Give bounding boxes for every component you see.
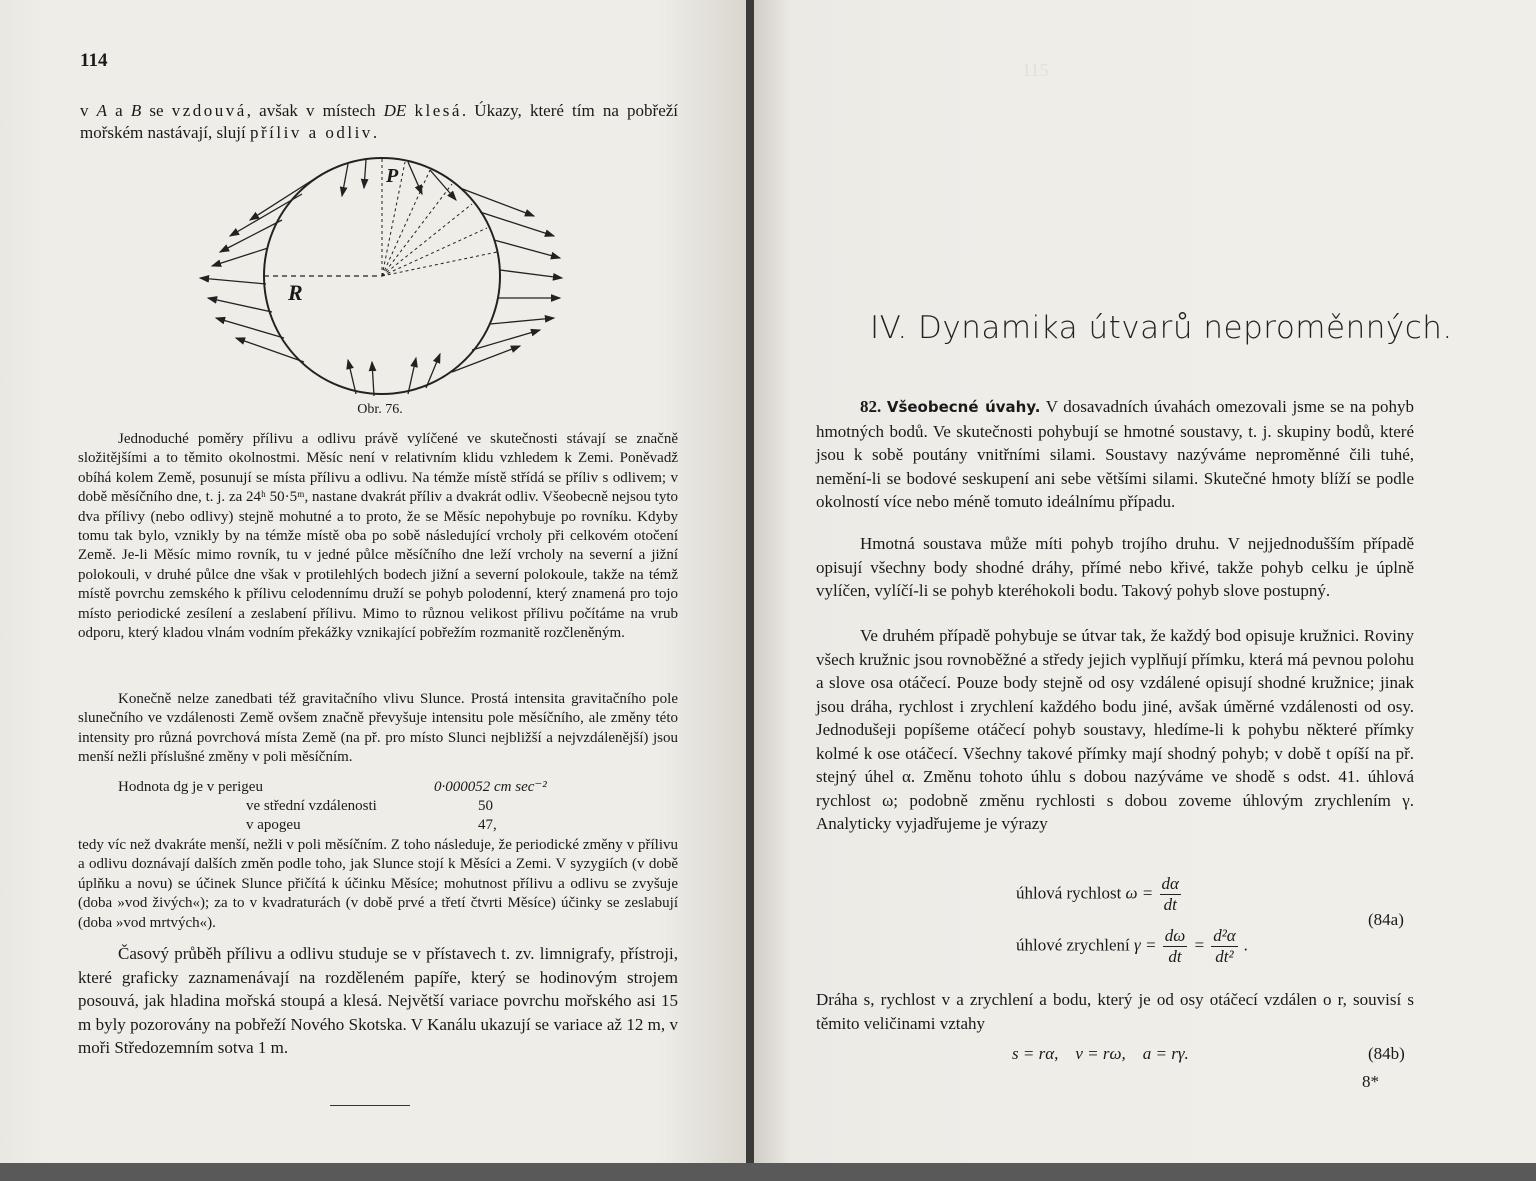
chapter-title: IV. Dynamika útvarů neproměnných. bbox=[870, 310, 1453, 346]
equation-label-84b: (84b) bbox=[1368, 1044, 1405, 1063]
dashed-radii bbox=[382, 158, 497, 276]
scan-bottom-edge bbox=[0, 1163, 1536, 1181]
table-row3-value: 47, bbox=[478, 817, 497, 833]
radius-r-label: R bbox=[288, 280, 303, 305]
signature-mark: 8* bbox=[1362, 1072, 1379, 1091]
point-p-label: P bbox=[386, 165, 399, 187]
left-paragraph-1: Jednoduché poměry přílivu a odlivu právě vylíčené ve skutečnosti stávají se značně složitějšími a to těmito okolnostmi. Měsíc není v relativním klidu vzhledem k Zemi. Poněvadž obíhá kolem Země, posunují se místa přílivu a odlivu. Na témže místě střídá se příliv s odlivem; v době měsíčního dne, t. j. za 24ʰ 50·5ᵐ, nastane dvakrát příliv a dvakrát odliv. Všeobecně nejsou tyto dva přílivy (nebo odlivy) stejně mohutné a to proto, že se Měsíc nepohybuje po rovníku. Kdyby tomu tak bylo, vznikly by na témže místě oba po sobě následující vrcholy při celkovém otočení Země. Je-li Měsíc mimo rovník, tu v jedné půlce měsíčního dne leží vrcholy na severní a jižní polokouli, v druhé půlce dne však v protilehlých bodech jižní a severní polokoule, takže na témž místě povrchu zemského k přílivu celodennímu druží se pohyb polodenní, který znamená pro tojo místo periodické zesílení a zeslabení přílivu. Mimo to různou velikost přílivu počítáme na vrub odporu, který kladou vlnám vodním překážky vznikající pobřežím rozmanitě rozčleněným. bbox=[78, 431, 678, 642]
table-row1-label: Hodnota dg je v perigeu bbox=[118, 779, 263, 795]
left-page-number: 114 bbox=[80, 50, 108, 71]
end-rule bbox=[330, 1105, 410, 1106]
left-paragraph-4: Časový průběh přílivu a odlivu studuje se v přístavech t. zv. limnigrafy, přístroji, které graficky zaznamenávají na rozděleném papíře, který se hodinovým strojem posouvá, jak hladina mořská stoupá a klesá. Největší variace povrchu mořského asi 15 m byly pozorovány na pobřeží Nového Skotska. V Kanálu ukazují se variace až 12 m, v moři Středozemním sotva 1 m. bbox=[78, 944, 678, 1057]
left-paragraph-3: tedy víc než dvakráte menší, nežli v poli měsíčním. Z toho následuje, že periodické změny v přílivu a odlivu doznávají dalších změn podle toho, jak Slunce stojí k Měsíci a Zemi. V syzygiích (v době úplňku a novu) se účinek Slunce přičítá k účinku Měsíce; mohutnost přílivu a odlivu se zvyšuje (doba »vod živých«); za to v kvadraturách (v době prvé a třetí čtvrti Měsíce) účinky se zeslabují (doba »vod mrtvých«). bbox=[78, 837, 678, 931]
gravity-value-table bbox=[78, 778, 678, 835]
equation-angular-velocity: úhlová rychlost ω = $\frac{d\alpha}{dt}$ bbox=[1016, 874, 1179, 914]
table-row2-label: ve střední vzdálenosti bbox=[246, 798, 377, 814]
right-paragraph-2: Hmotná soustava může míti pohyb trojího druhu. V nejjednodušším případě opisují všechny body shodné dráhy, přímé nebo křivé, takže pohyb celku je úplně vylíčen, vylíčí-li se pohyb kteréhokoli bodu. Takový pohyb slove postupný. bbox=[816, 534, 1414, 600]
left-intro-paragraph: v A a B se vzdouvá, avšak v místech DE klesá. Úkazy, které tím na pobřeží mořském nastávají, slují příliv a odliv. bbox=[80, 101, 679, 142]
table-row3-label: v apogeu bbox=[246, 817, 301, 833]
right-paragraph-4: Dráha s, rychlost v a zrychlení a bodu, který je od osy otáčecí vzdálen o r, souvisí s těmito veličinami vztahy bbox=[816, 990, 1414, 1033]
equation-label-84a: (84a) bbox=[1368, 910, 1404, 929]
equation-angular-acceleration: úhlové zrychlení γ = $\frac{d\omega}{dt}$ = $\frac{\text{d²α}}{\text{dt²}}$ . bbox=[1016, 926, 1249, 966]
table-row2-value: 50 bbox=[478, 798, 493, 814]
left-paragraph-2: Konečně nelze zanedbati též gravitačního vlivu Slunce. Prostá intensita gravitačního pole slunečního ve vzdálenosti Země ovšem značně převyšuje intensitu pole měsíčního, ale změny této intensity pro různá povrchová místa Země (na př. pro místo Slunci nejbližší a nejvzdálenější) jsou menší nežli příslušné změny v poli měsíčním. bbox=[78, 691, 678, 766]
right-paragraph-1: 82. Všeobecné úvahy. V dosavadních úvahách omezovali jsme se na pohyb hmotných bodů. Ve skutečnosti pohybují se hmotné soustavy, t. j. skupiny bodů, které jsou k sobě poutány vnitřními silami. Soustavy nazýváme neproměnné čili tuhé, nemění-li se bodové seskupení ani sebe většími silami. Skutečné hmoty blíží se podle okolností více nebo méně tomuto ideálnímu případu. bbox=[816, 397, 1415, 511]
tidal-force-figure bbox=[190, 148, 570, 410]
force-arrows bbox=[200, 160, 562, 396]
equation-relations: s = rα, v = rω, a = rγ. bbox=[1012, 1044, 1189, 1063]
table-row1-value: 0·000052 cm sec⁻² bbox=[434, 779, 547, 795]
book-gutter bbox=[746, 0, 754, 1181]
right-paragraph-3: Ve druhém případě pohybuje se útvar tak, že každý bod opisuje kružnici. Roviny všech kružnic jsou rovnoběžné a středy jejich vyplňují přímku, která má pevnou polohu a slove osa otáčecí. Pouze body stejně od osy vzdálené opisují shodné kružnice; jinak jsou dráha, rychlost i zrychlení každého bodu jiné, avšak úměrné vzdálenosti od osy. Jednodušeji popíšeme otáčecí pohyb soustavy, hledíme-li k pohybu některé přímky kolmé k ose otáčecí. Všechny takové přímky mají shodný pohyb; v době t opíší na př. stejný úhel α. Změnu tohoto úhlu s dobou nazýváme ve shodě s odst. 41. úhlová rychlost ω; podobně změnu rychlosti s dobou zoveme úhlovým zrychlením γ. Analyticky vyjadřujeme je výrazy bbox=[816, 626, 1414, 833]
right-page-number: 115 bbox=[1022, 60, 1049, 80]
left-page bbox=[0, 0, 748, 1165]
figure-caption: Obr. 76. bbox=[357, 402, 403, 417]
